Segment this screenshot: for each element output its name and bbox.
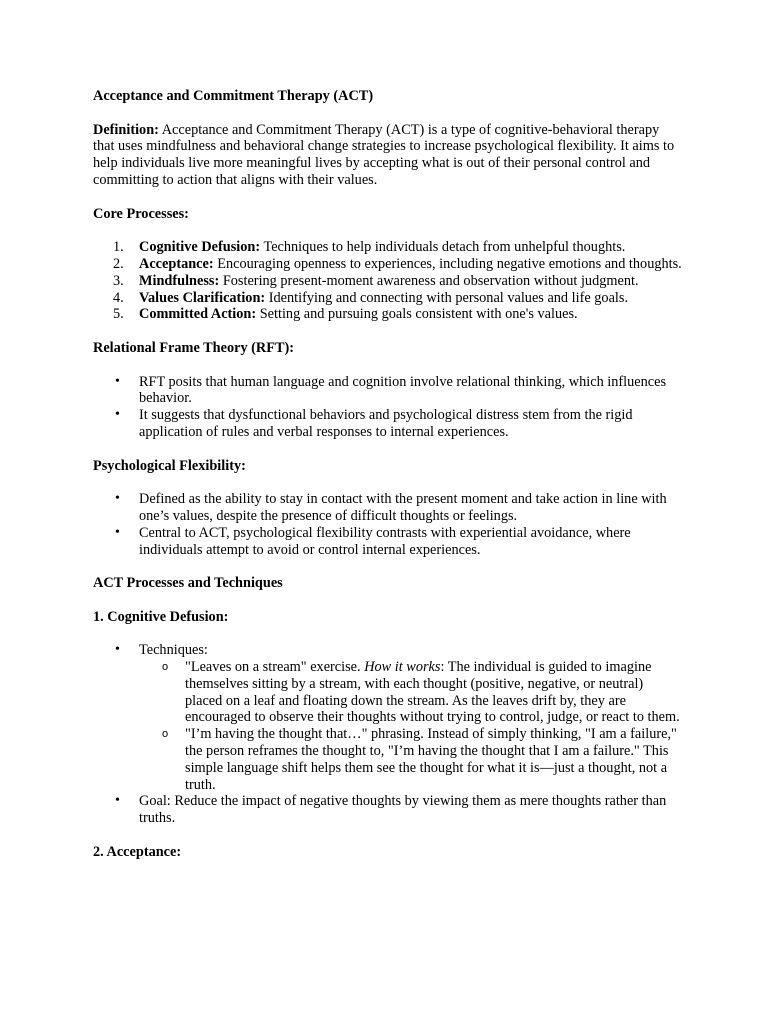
core-process-item [93,273,683,290]
definition-paragraph [93,122,683,189]
list-item [93,491,683,525]
item-number: 2. [113,255,124,272]
list-item [93,525,683,559]
spacer [93,323,683,340]
spacer [93,592,683,609]
item-term: Acceptance: [139,255,214,272]
techniques-sublist [139,659,683,793]
list-item [93,374,683,408]
item-text: Encouraging openness to experiences, including negative emotions and thoughts. [213,255,682,272]
item-term: Cognitive Defusion: [139,239,261,256]
sub-list-item [139,659,683,726]
how-it-works-label: How it works [364,659,441,676]
core-process-item [93,239,683,256]
item-number: 1. [113,239,124,256]
spacer [93,558,683,575]
list-item-text: RFT posits that human language and cognition involve relational thinking, which influences behavior. [139,373,667,407]
item-number: 5. [113,306,124,323]
goal-text: Goal: Reduce the impact of negative thoughts by viewing them as mere thoughts rather than truths. [139,793,667,827]
document-title: Acceptance and Commitment Therapy (ACT) [93,88,374,104]
list-item-text: It suggests that dysfunctional behaviors and psychological distress stem from the rigid application of rules and verbal responses to internal experiences. [139,407,633,440]
definition-text: Acceptance and Commitment Therapy (ACT) is a type of cognitive-behavioral therapy that uses mindfulness and behavioral change strategies to increase psychological flexibility. It aims to help individuals live more meaningful lives by accepting what is out of their personal control and committing to action that aligns with their values. [93,121,675,188]
technique-text: : The individual is guided to imagine themselves sitting by a stream, with each thought (positive, negative, or neutral) placed on a leaf and floating down the stream. As the leaves drift by, they are encouraged to observe their thoughts without trying to control, judge, or react to them. [185,659,680,726]
item-term: Committed Action: [139,306,257,323]
act-processes-heading: ACT Processes and Techniques [93,575,283,592]
core-processes-list [93,239,683,323]
circle-bullet-icon: o [162,661,169,674]
list-item [93,642,683,793]
item-number: 4. [113,289,124,306]
item-number: 3. [113,272,124,289]
bullet-icon: • [115,407,120,423]
bullet-icon: • [115,793,120,809]
technique-text: "I’m having the thought that…" phrasing. Instead of simply thinking, "I am a failure," the person reframes the thought to, "I’m having the thought that I am a failure." This simple language shift helps them see the thought for what it is—just a thought, not a truth. [185,726,677,793]
list-item-text: Defined as the ability to stay in contact with the present moment and take action in line with one’s values, despite the presence of difficult thoughts or feelings. [139,491,667,524]
defusion-list [93,642,683,827]
bullet-icon: • [115,524,120,540]
flexibility-list [93,491,683,558]
item-text: Identifying and connecting with personal values and life goals. [265,289,629,306]
sub-list-item [139,726,683,793]
spacer [93,474,683,491]
item-text: Setting and pursuing goals consistent with one's values. [256,306,578,323]
spacer [93,441,683,458]
spacer [93,357,683,374]
list-item [93,793,683,827]
spacer [93,222,683,239]
item-term: Mindfulness: [139,272,220,289]
technique-intro: "Leaves on a stream" exercise. [185,659,365,676]
list-item-text: Central to ACT, psychological flexibility contrasts with experiential avoidance, where individuals attempt to avoid or control internal experiences. [139,524,631,558]
core-process-item [93,256,683,273]
item-term: Values Clarification: [139,289,266,306]
bullet-icon: • [115,642,120,658]
bullet-icon: • [115,491,120,507]
spacer [93,626,683,643]
defusion-heading: 1. Cognitive Defusion: [93,608,229,625]
acceptance-heading: 2. Acceptance: [93,843,182,860]
definition-label: Definition: [93,121,159,138]
core-process-item [93,306,683,323]
techniques-label: Techniques: [139,642,208,659]
rft-heading: Relational Frame Theory (RFT): [93,339,295,356]
spacer [93,827,683,844]
spacer [93,105,683,122]
core-process-item [93,290,683,307]
core-processes-heading: Core Processes: [93,205,189,222]
list-item [93,407,683,441]
flexibility-heading: Psychological Flexibility: [93,457,246,474]
item-text: Techniques to help individuals detach from unhelpful thoughts. [260,239,626,256]
document-page [93,88,683,861]
rft-list [93,374,683,441]
bullet-icon: • [115,373,120,389]
item-text: Fostering present-moment awareness and observation without judgment. [219,272,639,289]
spacer [93,189,683,206]
circle-bullet-icon: o [162,728,169,741]
